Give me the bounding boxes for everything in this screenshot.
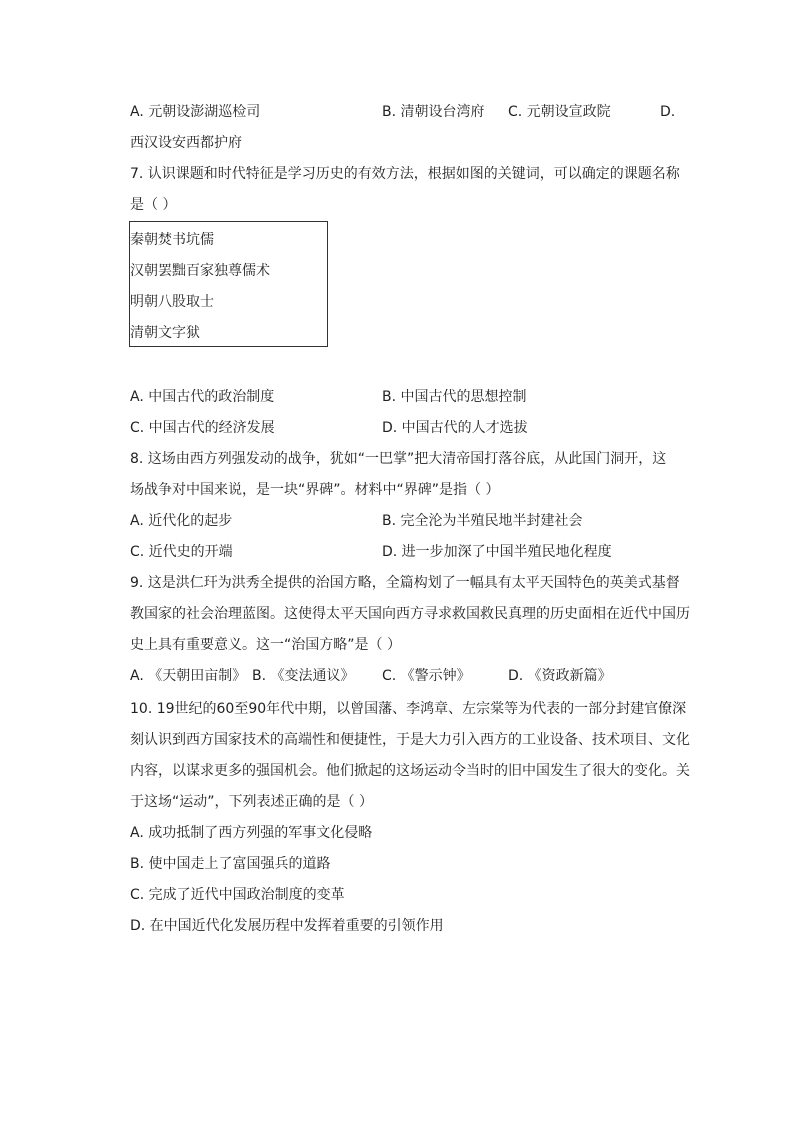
q7-stem-line-2: 是（ ） [130,197,177,213]
q7-keyword: 清朝文字狱 [130,325,200,341]
q10-option-c: C. 完成了近代中国政治制度的变革 [130,887,345,903]
q9-stem-line-2: 教国家的社会治理蓝图。这使得太平天国向西方寻求救国救民真理的历史面相在近代中国历 [130,606,690,622]
q8-stem-line-2: 场战争对中国来说，是一块“界碑”。材料中“界碑”是指（ ） [130,482,500,498]
q6-option-c: C. 元朝设宣政院 [508,104,611,120]
q10-stem-line-3: 内容，以谋求更多的强国机会。他们掀起的这场运动令当时的旧中国发生了很大的变化。关 [130,763,690,779]
q7-option-b: B. 中国古代的思想控制 [382,389,527,405]
q7-option-c: C. 中国古代的经济发展 [130,420,275,436]
q8-option-b: B. 完全沦为半殖民地半封建社会 [382,513,583,529]
q7-keyword: 秦朝焚书坑儒 [130,232,214,248]
q6-option-b: B. 清朝设台湾府 [382,104,485,120]
q8-option-d: D. 进一步加深了中国半殖民地化程度 [382,544,612,560]
q7-option-d: D. 中国古代的人才选拔 [382,420,528,436]
q8-option-c: C. 近代史的开端 [130,544,233,560]
q7-keyword: 明朝八股取士 [130,294,214,310]
q9-option-a: A. 《天朝田亩制》 [130,668,247,684]
q7-keyword-box [129,221,328,347]
q8-stem-line-1: 8. 这场由西方列强发动的战争，犹如“一巴掌”把大清帝国打落谷底，从此国门洞开，这 [130,451,667,467]
q7-option-a: A. 中国古代的政治制度 [130,389,275,405]
q7-keyword: 汉朝罢黜百家独尊儒术 [130,263,270,279]
q9-option-b: B. 《变法通议》 [252,668,355,684]
q9-option-d: D. 《资政新篇》 [508,668,612,684]
q8-option-a: A. 近代化的起步 [130,513,233,529]
q6-option-a: A. 元朝设澎湖巡检司 [130,104,261,120]
q6-option-d-label: D. [660,104,676,120]
q10-option-d: D. 在中国近代化发展历程中发挥着重要的引领作用 [130,918,444,934]
q7-stem-line-1: 7. 认识课题和时代特征是学习历史的有效方法，根据如图的关键词，可以确定的课题名称 [130,166,680,182]
q10-stem-line-2: 刻认识到西方国家技术的高端性和便捷性，于是大力引入西方的工业设备、技术项目、文化 [130,732,690,748]
q10-stem-line-1: 10. 19世纪的60至90年代中期，以曾国藩、李鸿章、左宗棠等为代表的一部分封建官僚深 [130,701,687,717]
q9-option-c: C. 《警示钟》 [382,668,471,684]
q10-option-a: A. 成功抵制了西方列强的军事文化侵略 [130,825,373,841]
q10-option-b: B. 使中国走上了富国强兵的道路 [130,856,331,872]
q9-stem-line-1: 9. 这是洪仁玕为洪秀全提供的治国方略，全篇构划了一幅具有太平天国特色的英美式基督 [130,575,680,591]
q10-stem-line-4: 于这场“运动”，下列表述正确的是（ ） [130,794,373,810]
q6-option-d-text: 西汉设安西都护府 [130,135,242,151]
q9-stem-line-3: 史上具有重要意义。这一“治国方略”是（ ） [130,637,401,653]
